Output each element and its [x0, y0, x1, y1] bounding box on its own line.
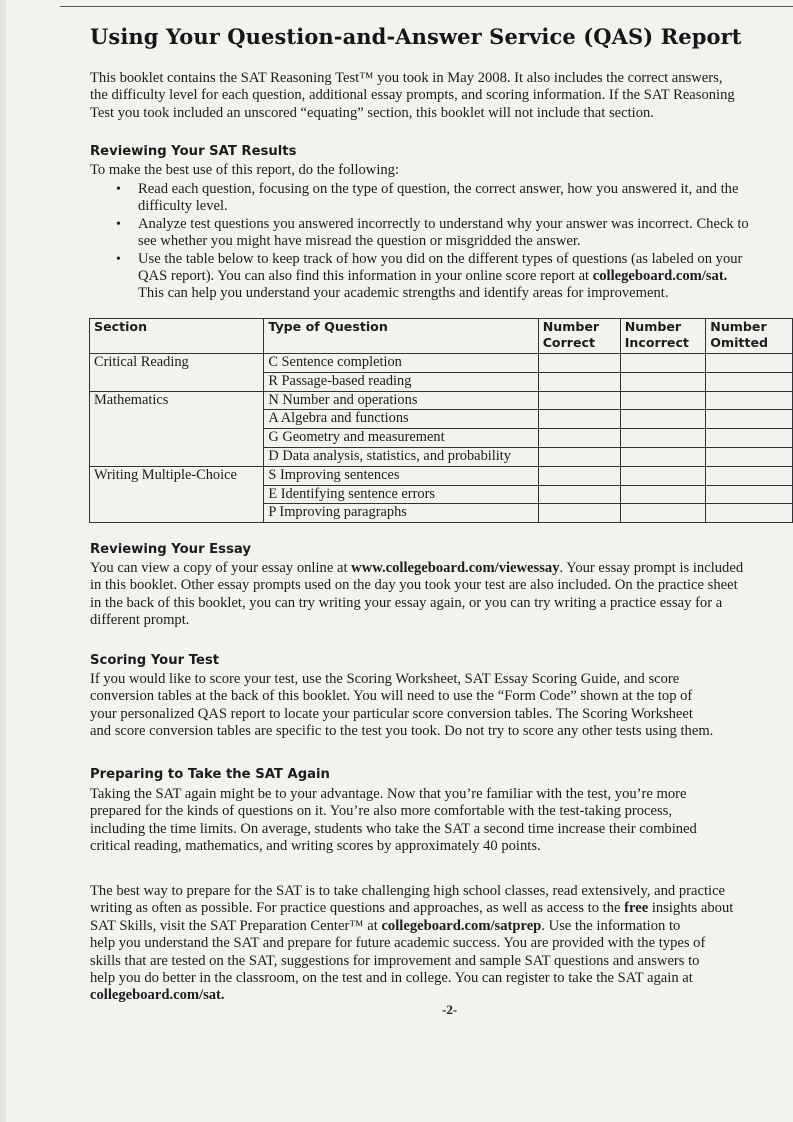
- top-rule: [60, 6, 793, 7]
- scoring-paragraph: [90, 671, 793, 741]
- correct-cell[interactable]: [538, 485, 620, 504]
- omitted-cell[interactable]: [706, 429, 793, 448]
- correct-cell[interactable]: [538, 466, 620, 485]
- table-row: [90, 447, 793, 466]
- table-row: [90, 466, 793, 485]
- header-type: Type of Question: [264, 319, 538, 354]
- prepare-line: including the time limits. On average, students who take the SAT a second time increase their combined: [90, 820, 697, 837]
- free-emphasis: free: [624, 900, 649, 917]
- section-cell: Writing Multiple-Choice: [90, 466, 264, 485]
- intro-line: Test you took included an unscored “equating” section, this booklet will not include that section.: [90, 104, 654, 121]
- incorrect-cell[interactable]: [620, 429, 706, 448]
- table-row: [90, 429, 793, 448]
- essay-heading: Reviewing Your Essay: [90, 542, 251, 557]
- review-results-lead: To make the best use of this report, do the following:: [90, 162, 400, 178]
- omitted-cell[interactable]: [706, 447, 793, 466]
- correct-cell[interactable]: [538, 372, 620, 391]
- omitted-cell[interactable]: [706, 354, 793, 373]
- intro-paragraph: [90, 70, 793, 122]
- omitted-cell[interactable]: [706, 485, 793, 504]
- essay-line: in the back of this booklet, you can try writing your essay again, or you can try writing a practice essay for a: [90, 594, 723, 611]
- omitted-cell[interactable]: [706, 466, 793, 485]
- essay-line: different prompt.: [90, 612, 190, 629]
- prepare-line: skills that are tested on the SAT, suggestions for improvement and sample SAT questions and answers to: [90, 952, 700, 969]
- section-cell: Mathematics: [90, 391, 264, 410]
- incorrect-cell[interactable]: [620, 447, 706, 466]
- essay-line: You can view a copy of your essay online at www.collegeboard.com/viewessay. Your essay prompt is included: [90, 560, 744, 576]
- list-item-line: Analyze test questions you answered incorrectly to understand why your answer was incorrect. Check to: [138, 215, 749, 232]
- omitted-cell[interactable]: [706, 504, 793, 523]
- view-essay-link[interactable]: www.collegeboard.com/viewessay: [351, 560, 560, 576]
- prepare-paragraph: [90, 786, 793, 856]
- type-cell: E Identifying sentence errors: [264, 485, 538, 504]
- section-cell: Critical Reading: [90, 354, 264, 373]
- correct-cell[interactable]: [538, 504, 620, 523]
- list-item: [110, 216, 749, 251]
- incorrect-cell[interactable]: [620, 504, 706, 523]
- prepare-paragraph-2: [90, 883, 793, 1005]
- list-item-line: see whether you might have misread the question or misgridded the answer.: [138, 233, 581, 250]
- incorrect-cell[interactable]: [620, 466, 706, 485]
- list-item-line: Read each question, focusing on the type of question, the correct answer, how you answered it, and the: [138, 181, 739, 197]
- section-cell: [90, 429, 264, 448]
- review-results-list: [110, 181, 749, 303]
- list-item-line: This can help you understand your academic strengths and identify areas for improvement.: [138, 285, 669, 302]
- type-cell: C Sentence completion: [264, 354, 538, 373]
- type-cell: D Data analysis, statistics, and probability: [264, 447, 538, 466]
- intro-line: This booklet contains the SAT Reasoning Test™ you took in May 2008. It also includes the correct answers,: [90, 70, 723, 86]
- omitted-cell[interactable]: [706, 410, 793, 429]
- correct-cell[interactable]: [538, 429, 620, 448]
- scoring-heading: Scoring Your Test: [90, 653, 220, 668]
- omitted-cell[interactable]: [706, 391, 793, 410]
- bullet-icon: •: [116, 182, 121, 197]
- omitted-cell[interactable]: [706, 372, 793, 391]
- incorrect-cell[interactable]: [620, 354, 706, 373]
- register-link[interactable]: collegeboard.com/sat.: [90, 987, 225, 1004]
- correct-cell[interactable]: [538, 354, 620, 373]
- list-item-line: difficulty level.: [138, 198, 228, 215]
- list-item-line: Use the table below to keep track of how you did on the different types of questions (as labeled on your: [138, 250, 743, 267]
- table-row: [90, 410, 793, 429]
- scoring-line: conversion tables at the back of this booklet. You will need to use the “Form Code” shown at the top of: [90, 688, 693, 705]
- intro-line: the difficulty level for each question, additional essay prompts, and scoring information. If the SAT Reasoning: [90, 87, 735, 104]
- table-header-row: [90, 319, 793, 354]
- page-title: Using Your Question-and-Answer Service (QAS) Report: [90, 24, 742, 49]
- scoring-line: If you would like to score your test, use the Scoring Worksheet, SAT Essay Scoring Guide, and score: [90, 671, 680, 687]
- type-cell: P Improving paragraphs: [264, 504, 538, 523]
- section-cell: [90, 485, 264, 504]
- bullet-icon: •: [116, 251, 121, 267]
- section-cell: [90, 447, 264, 466]
- header-correct: Number Correct: [538, 319, 620, 354]
- scoring-line: your personalized QAS report to locate your particular score conversion tables. The Scoring Worksheet: [90, 705, 693, 722]
- prepare-line: help you understand the SAT and prepare for future academic success. You are provided with the types of: [90, 935, 706, 952]
- page-left-edge: [0, 0, 6, 1122]
- prepare-line: critical reading, mathematics, and writing scores by approximately 40 points.: [90, 838, 541, 855]
- list-item-line: QAS report). You can also find this information in your online score report at collegeboard.com/sat.: [138, 268, 728, 285]
- type-cell: R Passage-based reading: [264, 372, 538, 391]
- incorrect-cell[interactable]: [620, 410, 706, 429]
- type-cell: G Geometry and measurement: [264, 429, 538, 448]
- section-cell: [90, 372, 264, 391]
- scoring-line: and score conversion tables are specific to the test you took. Do not try to score any other tests using them.: [90, 723, 714, 740]
- essay-line: in this booklet. Other essay prompts used on the day you took your test are also included. On the practice sheet: [90, 577, 738, 594]
- prepare-heading: Preparing to Take the SAT Again: [90, 767, 330, 782]
- incorrect-cell[interactable]: [620, 485, 706, 504]
- prepare-line: SAT Skills, visit the SAT Preparation Center™ at collegeboard.com/satprep. Use the information to: [90, 917, 681, 934]
- header-incorrect: Number Incorrect: [620, 319, 706, 354]
- prepare-line: help you do better in the classroom, on the test and in college. You can register to take the SAT again at: [90, 970, 693, 987]
- header-omitted: Number Omitted: [706, 319, 793, 354]
- table-row: [90, 372, 793, 391]
- section-cell: [90, 410, 264, 429]
- list-item: [110, 251, 749, 303]
- prepare-line: The best way to prepare for the SAT is to take challenging high school classes, read extensively, and practice: [90, 883, 726, 899]
- review-results-heading: Reviewing Your SAT Results: [90, 144, 297, 159]
- type-cell: N Number and operations: [264, 391, 538, 410]
- essay-paragraph: [90, 560, 793, 630]
- table-row: [90, 485, 793, 504]
- table-row: [90, 504, 793, 523]
- correct-cell[interactable]: [538, 410, 620, 429]
- satprep-link[interactable]: collegeboard.com/satprep: [381, 917, 542, 934]
- table-row: [90, 354, 793, 373]
- list-item: [110, 181, 749, 216]
- prepare-line: writing as often as possible. For practice questions and approaches, as well as access to the free insights about: [90, 900, 734, 917]
- table-row: [90, 391, 793, 410]
- incorrect-cell[interactable]: [620, 372, 706, 391]
- section-cell: [90, 504, 264, 523]
- correct-cell[interactable]: [538, 391, 620, 410]
- type-cell: A Algebra and functions: [264, 410, 538, 429]
- incorrect-cell[interactable]: [620, 391, 706, 410]
- page-number: -2-: [442, 1002, 458, 1017]
- type-cell: S Improving sentences: [264, 466, 538, 485]
- score-report-link[interactable]: collegeboard.com/sat.: [592, 268, 728, 285]
- bullet-icon: •: [116, 216, 121, 232]
- header-section: Section: [90, 319, 264, 354]
- question-type-table: [89, 318, 793, 523]
- correct-cell[interactable]: [538, 447, 620, 466]
- prepare-line: Taking the SAT again might be to your advantage. Now that you’re familiar with the test, you’re more: [90, 786, 687, 802]
- prepare-line: prepared for the kinds of questions on it. You’re also more comfortable with the test-taking process,: [90, 803, 672, 820]
